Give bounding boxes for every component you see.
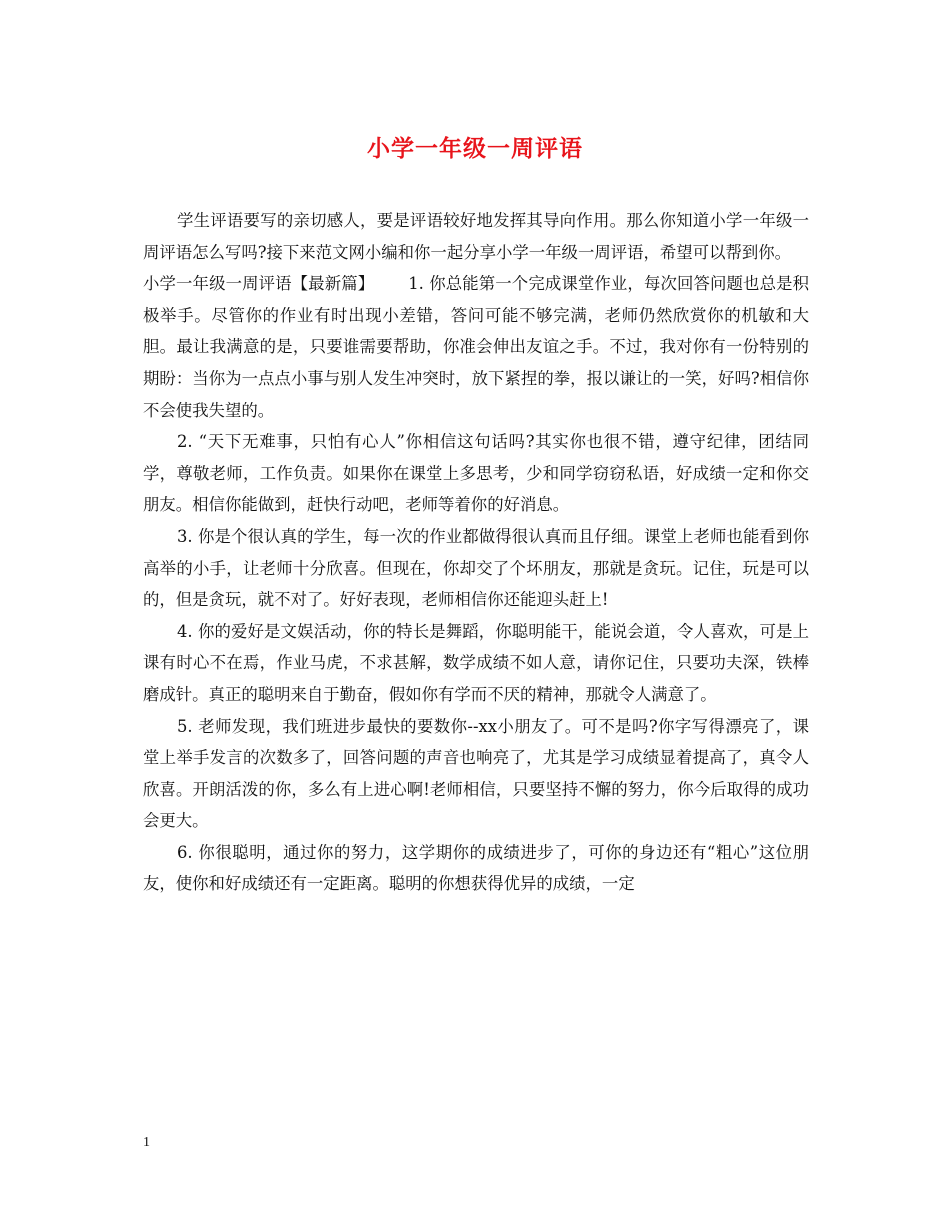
document-body [143, 205, 809, 900]
comment-6: 6. 你很聪明，通过你的努力，这学期你的成绩进步了，可你的身边还有“粗心”这位朋友，使你和好成绩还有一定距离。聪明的你想获得优异的成绩，一定 [143, 842, 809, 894]
page-number: 1 [143, 1135, 150, 1150]
comment-1: 1. 你总能第一个完成课堂作业，每次回答问题也总是积极举手。尽管你的作业有时出现小差错，答问可能不够完满，老师仍然欣赏你的机敏和大胆。最让我满意的是，只要谁需要帮助，你准会伸出友谊之手。不过，我对你有一份特别的期盼：当你为一点点小事与别人发生冲突时，放下紧捏的拳，报以谦让的一笑，好吗?相信你不会使我失望的。 [143, 274, 809, 420]
comment-3: 3. 你是个很认真的学生，每一次的作业都做得很认真而且仔细。课堂上老师也能看到你高举的小手，让老师十分欣喜。但现在，你却交了个坏朋友，那就是贪玩。记住，玩是可以的，但是贪玩，就不对了。好好表现，老师相信你还能迎头赶上! [143, 526, 809, 610]
section-heading: 小学一年级一周评语【最新篇】 [143, 274, 375, 294]
first-comment-paragraph [143, 268, 809, 426]
intro-paragraph: 学生评语要写的亲切感人，要是评语较好地发挥其导向作用。那么你知道小学一年级一周评语怎么写吗?接下来范文网小编和你一起分享小学一年级一周评语，希望可以帮到你。 [143, 211, 809, 262]
document-title: 小学一年级一周评语 [367, 135, 583, 162]
comment-5: 5. 老师发现，我们班进步最快的要数你--xx小朋友了。可不是吗?你字写得漂亮了，课堂上举手发言的次数多了，回答问题的声音也响亮了，尤其是学习成绩显着提高了，真令人欣喜。开朗活泼的你，多么有上进心啊!老师相信，只要坚持不懈的努力，你今后取得的成功会更大。 [143, 716, 809, 831]
comment-4: 4. 你的爱好是文娱活动，你的特长是舞蹈，你聪明能干，能说会道，令人喜欢，可是上课有时心不在焉，作业马虎，不求甚解，数学成绩不如人意，请你记住，只要功夫深，铁棒磨成针。真正的聪明来自于勤奋，假如你有学而不厌的精神，那就令人满意了。 [143, 621, 809, 704]
comment-2: 2. “天下无难事，只怕有心人”你相信这句话吗?其实你也很不错，遵守纪律，团结同学，尊敬老师，工作负责。如果你在课堂上多思考，少和同学窃窃私语，好成绩一定和你交朋友。相信你能做到，赶快行动吧，老师等着你的好消息。 [143, 432, 809, 515]
